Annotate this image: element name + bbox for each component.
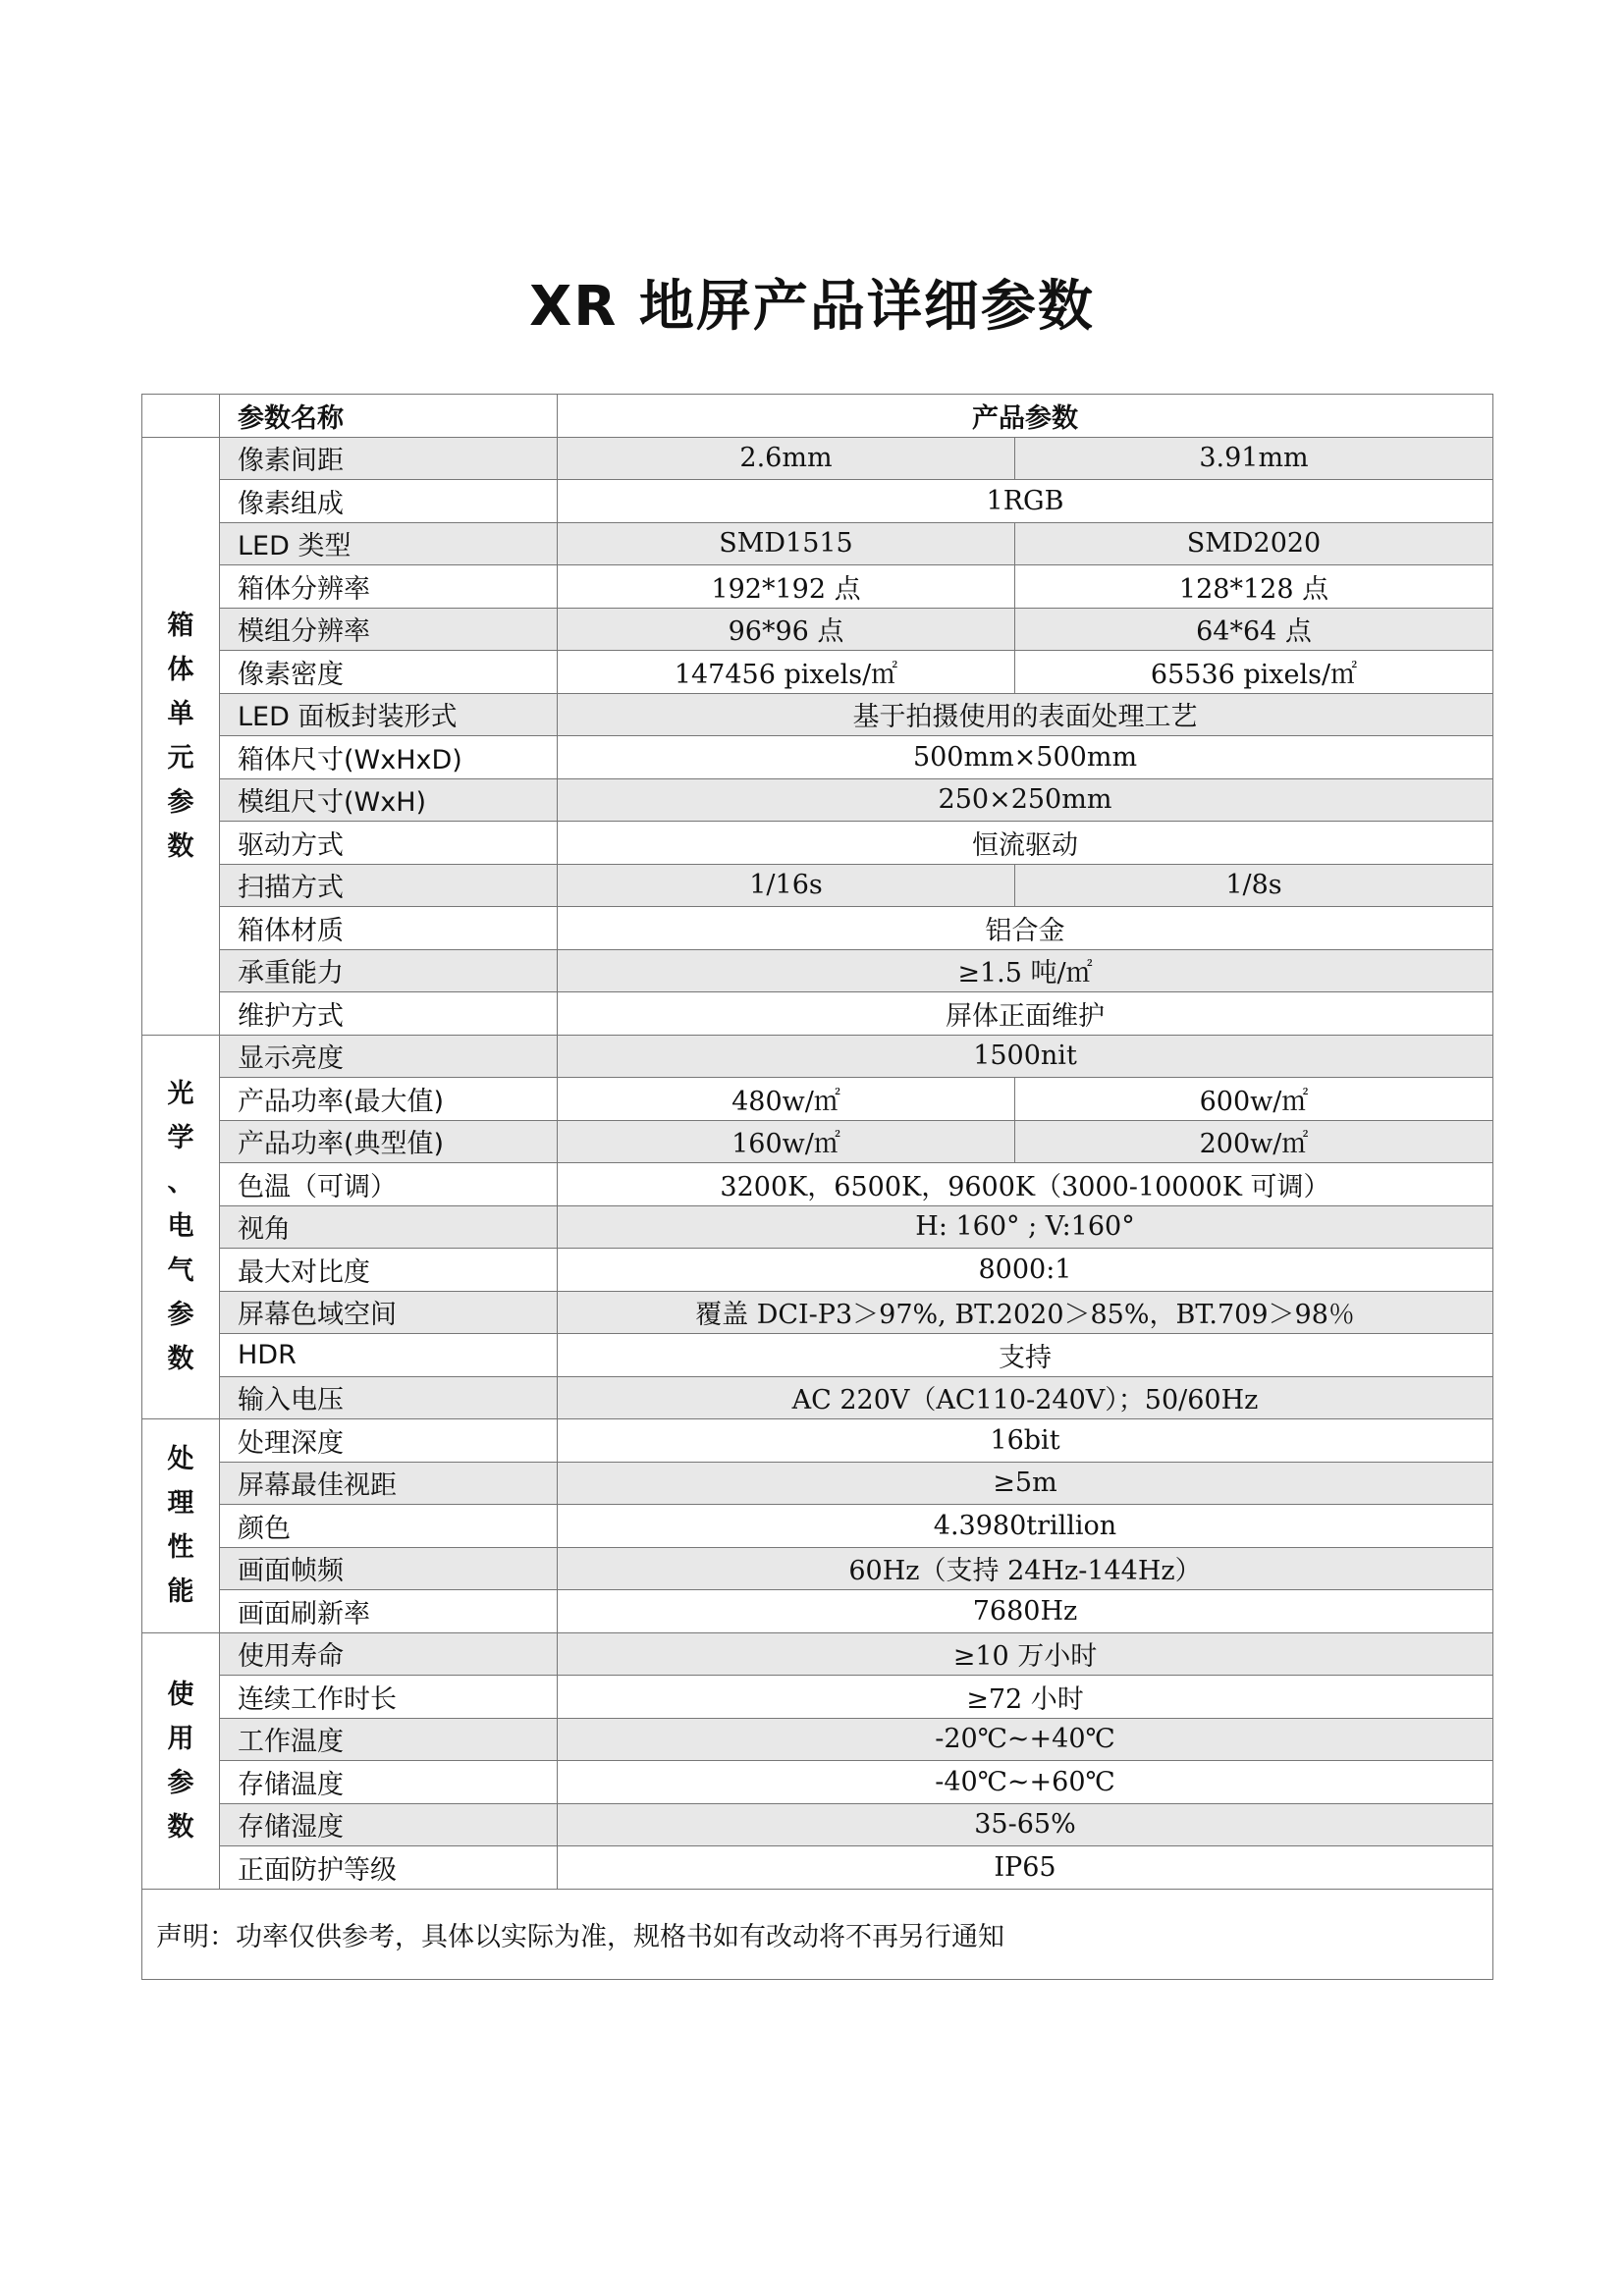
param-name: 画面刷新率 <box>220 1590 558 1633</box>
param-name: 产品功率(最大值) <box>220 1078 558 1121</box>
table-row <box>142 480 1493 523</box>
table-row <box>142 1035 1493 1078</box>
param-value: ≥72 小时 <box>558 1676 1493 1719</box>
param-name: LED 类型 <box>220 522 558 565</box>
group-label-processing: 处 理 性 能 <box>142 1419 220 1633</box>
param-value: 4.3980trillion <box>558 1505 1493 1548</box>
param-value: 96*96 点 <box>558 608 1015 651</box>
param-value: 65536 pixels/㎡ <box>1015 651 1493 694</box>
param-name: 视角 <box>220 1205 558 1249</box>
param-name: 最大对比度 <box>220 1249 558 1292</box>
param-value: 480w/㎡ <box>558 1078 1015 1121</box>
table-row <box>142 651 1493 694</box>
param-name: 维护方式 <box>220 992 558 1036</box>
table-row <box>142 1419 1493 1463</box>
document-title: XR 地屏产品详细参数 <box>529 275 1095 339</box>
param-value: ≥10 万小时 <box>558 1632 1493 1676</box>
param-value: 3200K，6500K，9600K（3000-10000K 可调） <box>558 1163 1493 1206</box>
table-row <box>142 1120 1493 1163</box>
note-row <box>142 1889 1493 1979</box>
table-row <box>142 1718 1493 1761</box>
param-name: 模组分辨率 <box>220 608 558 651</box>
param-name: 承重能力 <box>220 949 558 992</box>
table-row <box>142 1547 1493 1590</box>
param-value: 1/8s <box>1015 864 1493 907</box>
param-value: 128*128 点 <box>1015 565 1493 609</box>
param-value: -40℃~+60℃ <box>558 1761 1493 1804</box>
param-name: 画面帧频 <box>220 1547 558 1590</box>
param-value: 2.6mm <box>558 437 1015 480</box>
table-row <box>142 822 1493 865</box>
param-name: 存储温度 <box>220 1761 558 1804</box>
param-name: HDR <box>220 1334 558 1377</box>
table-row <box>142 1462 1493 1505</box>
table-row <box>142 565 1493 609</box>
table-row <box>142 608 1493 651</box>
table-row <box>142 1505 1493 1548</box>
table-row <box>142 1376 1493 1419</box>
table-row <box>142 1846 1493 1890</box>
header-product-params: 产品参数 <box>558 395 1493 438</box>
param-value: 35-65% <box>558 1803 1493 1846</box>
param-value: 250×250mm <box>558 778 1493 822</box>
disclaimer-note: 声明：功率仅供参考，具体以实际为准，规格书如有改动将不再另行通知 <box>142 1889 1493 1979</box>
table-row <box>142 1803 1493 1846</box>
param-value: 铝合金 <box>558 907 1493 950</box>
param-value: 600w/㎡ <box>1015 1078 1493 1121</box>
table-row <box>142 949 1493 992</box>
param-value: 7680Hz <box>558 1590 1493 1633</box>
group-label-optical: 光 学 、 电 气 参 数 <box>142 1035 220 1419</box>
param-name: 箱体分辨率 <box>220 565 558 609</box>
spec-table <box>141 394 1493 1980</box>
param-value: AC 220V（AC110-240V）；50/60Hz <box>558 1376 1493 1419</box>
param-name: 处理深度 <box>220 1419 558 1463</box>
table-row <box>142 1676 1493 1719</box>
param-name: 产品功率(典型值) <box>220 1120 558 1163</box>
param-value: H: 160° ; V:160° <box>558 1205 1493 1249</box>
param-value: 基于拍摄使用的表面处理工艺 <box>558 693 1493 736</box>
group-label-cabinet: 箱 体 单 元 参 数 <box>142 437 220 1035</box>
param-value: 1RGB <box>558 480 1493 523</box>
param-value: ≥1.5 吨/㎡ <box>558 949 1493 992</box>
param-value: 覆盖 DCI-P3＞97%, BT.2020＞85%，BT.709＞98％ <box>558 1291 1493 1334</box>
table-row <box>142 693 1493 736</box>
table-row <box>142 992 1493 1036</box>
table-row <box>142 1632 1493 1676</box>
param-name: 箱体材质 <box>220 907 558 950</box>
param-value: 支持 <box>558 1334 1493 1377</box>
param-name: 正面防护等级 <box>220 1846 558 1890</box>
param-name: 工作温度 <box>220 1718 558 1761</box>
table-row <box>142 1590 1493 1633</box>
param-name: 屏幕色域空间 <box>220 1291 558 1334</box>
param-name: 色温（可调） <box>220 1163 558 1206</box>
param-value: IP65 <box>558 1846 1493 1890</box>
param-value: 1500nit <box>558 1035 1493 1078</box>
table-row <box>142 907 1493 950</box>
param-name: 连续工作时长 <box>220 1676 558 1719</box>
table-row <box>142 437 1493 480</box>
table-row <box>142 1761 1493 1804</box>
param-value: 8000:1 <box>558 1249 1493 1292</box>
group-label-usage: 使 用 参 数 <box>142 1632 220 1889</box>
param-value: SMD1515 <box>558 522 1015 565</box>
param-name: 屏幕最佳视距 <box>220 1462 558 1505</box>
table-row <box>142 1249 1493 1292</box>
param-name: 驱动方式 <box>220 822 558 865</box>
param-value: 屏体正面维护 <box>558 992 1493 1036</box>
table-row <box>142 1163 1493 1206</box>
param-value: 16bit <box>558 1419 1493 1463</box>
table-row <box>142 1205 1493 1249</box>
param-value: 192*192 点 <box>558 565 1015 609</box>
param-value: 160w/㎡ <box>558 1120 1015 1163</box>
param-value: SMD2020 <box>1015 522 1493 565</box>
param-name: 颜色 <box>220 1505 558 1548</box>
param-name: LED 面板封装形式 <box>220 693 558 736</box>
param-name: 箱体尺寸(WxHxD) <box>220 736 558 779</box>
table-row <box>142 1334 1493 1377</box>
param-name: 输入电压 <box>220 1376 558 1419</box>
param-value: 1/16s <box>558 864 1015 907</box>
param-name: 显示亮度 <box>220 1035 558 1078</box>
header-param-name: 参数名称 <box>220 395 558 438</box>
header-corner <box>142 395 220 438</box>
param-value: -20℃~+40℃ <box>558 1718 1493 1761</box>
param-name: 使用寿命 <box>220 1632 558 1676</box>
param-value: 恒流驱动 <box>558 822 1493 865</box>
param-name: 存储湿度 <box>220 1803 558 1846</box>
param-value: 500mm×500mm <box>558 736 1493 779</box>
table-row <box>142 864 1493 907</box>
param-value: 60Hz（支持 24Hz-144Hz） <box>558 1547 1493 1590</box>
param-name: 扫描方式 <box>220 864 558 907</box>
table-row <box>142 1078 1493 1121</box>
param-value: 64*64 点 <box>1015 608 1493 651</box>
table-row <box>142 778 1493 822</box>
param-value: 147456 pixels/㎡ <box>558 651 1015 694</box>
param-name: 像素密度 <box>220 651 558 694</box>
param-name: 像素组成 <box>220 480 558 523</box>
table-row <box>142 1291 1493 1334</box>
param-value: 3.91mm <box>1015 437 1493 480</box>
table-row <box>142 736 1493 779</box>
param-name: 模组尺寸(WxH) <box>220 778 558 822</box>
table-header-row <box>142 395 1493 438</box>
table-row <box>142 522 1493 565</box>
param-value: 200w/㎡ <box>1015 1120 1493 1163</box>
param-value: ≥5m <box>558 1462 1493 1505</box>
param-name: 像素间距 <box>220 437 558 480</box>
